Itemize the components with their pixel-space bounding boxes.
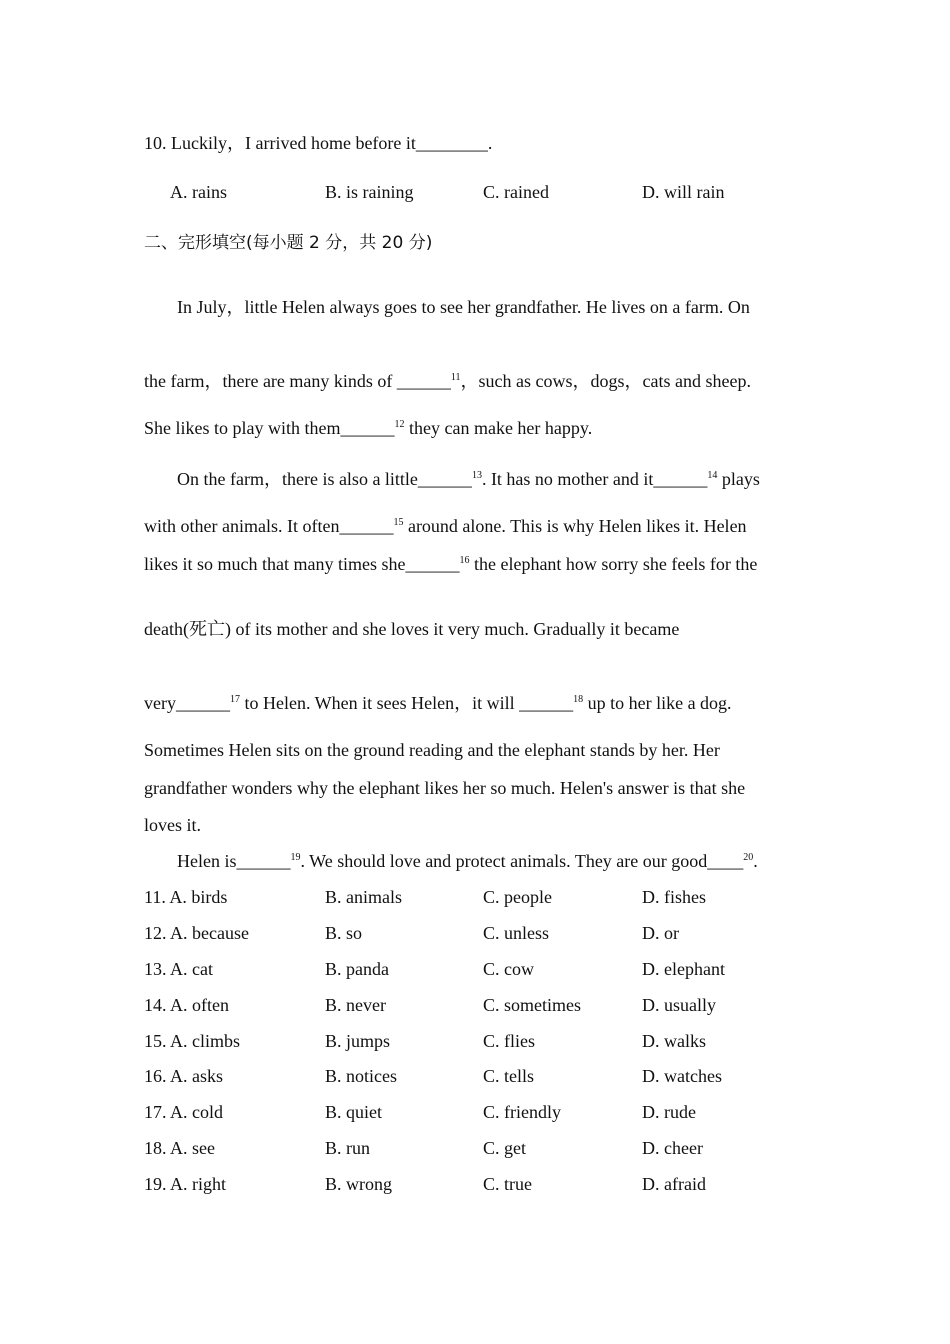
option-b: B. never <box>325 995 386 1015</box>
option-b: B. animals <box>325 887 402 907</box>
option-c: C. people <box>483 887 552 907</box>
blank-number: 20 <box>743 852 754 863</box>
option-c: C. cow <box>483 959 534 979</box>
option-a: 14. A. often <box>144 995 229 1015</box>
passage-text: . It has no mother and it______ <box>481 469 708 489</box>
q10-option-b: B. is raining <box>325 182 414 202</box>
option-a: 19. A. right <box>144 1174 227 1194</box>
option-a: 15. A. climbs <box>144 1031 241 1051</box>
option-d: D. afraid <box>642 1174 706 1194</box>
option-c: C. tells <box>483 1066 535 1086</box>
section-heading-cloze: 二、完形填空(每小题 2 分，共 20 分) <box>144 233 433 253</box>
option-d: D. watches <box>642 1066 722 1086</box>
passage-line <box>177 850 758 872</box>
passage-text: ，such as cows，dogs，cats and sheep. <box>460 371 751 391</box>
option-b: B. wrong <box>325 1174 392 1194</box>
option-b: B. so <box>325 923 363 943</box>
passage-line <box>144 515 747 537</box>
passage-text: likes it so much that many times she______ <box>144 554 460 574</box>
option-d: D. elephant <box>642 959 725 979</box>
blank-number: 15 <box>393 517 404 528</box>
passage-line: loves it. <box>144 815 201 835</box>
passage-text: up to her like a dog. <box>583 693 732 713</box>
passage-line: death(死亡) of its mother and she loves it very much. Gradually it became <box>144 619 680 639</box>
passage-text: . <box>753 851 758 871</box>
option-a: 18. A. see <box>144 1138 215 1158</box>
blank-number: 13 <box>471 470 482 481</box>
passage-text: Helen is______ <box>177 851 291 871</box>
question-10-stem: 10. Luckily，I arrived home before it________. <box>144 133 493 153</box>
blank-number: 12 <box>394 419 405 430</box>
option-c: C. flies <box>483 1031 535 1051</box>
option-a: 17. A. cold <box>144 1102 223 1122</box>
option-c: C. unless <box>483 923 550 943</box>
blank-number: 11 <box>450 372 461 383</box>
q10-option-c: C. rained <box>483 182 549 202</box>
q10-option-d: D. will rain <box>642 182 725 202</box>
q10-option-a: A. rains <box>170 182 227 202</box>
option-d: D. cheer <box>642 1138 703 1158</box>
option-d: D. fishes <box>642 887 706 907</box>
blank-number: 18 <box>573 694 584 705</box>
passage-text: around alone. This is why Helen likes it. Helen <box>403 516 747 536</box>
option-a: 12. A. because <box>144 923 249 943</box>
passage-text: to Helen. When it sees Helen，it will ______ <box>239 693 574 713</box>
option-d: D. walks <box>642 1031 706 1051</box>
option-c: C. get <box>483 1138 526 1158</box>
passage-line: grandfather wonders why the elephant likes her so much. Helen's answer is that she <box>144 778 746 798</box>
passage-text: with other animals. It often______ <box>144 516 394 536</box>
blank-number: 17 <box>229 694 240 705</box>
passage-line <box>144 553 757 575</box>
option-a: 11. A. birds <box>144 887 228 907</box>
blank-number: 19 <box>290 852 301 863</box>
option-d: D. rude <box>642 1102 696 1122</box>
option-c: C. friendly <box>483 1102 561 1122</box>
passage-line <box>144 417 592 439</box>
option-b: B. panda <box>325 959 389 979</box>
passage-text: . We should love and protect animals. They are our good____ <box>300 851 744 871</box>
passage-text: very______ <box>144 693 230 713</box>
passage-text: the elephant how sorry she feels for the <box>469 554 758 574</box>
option-b: B. run <box>325 1138 370 1158</box>
passage-text: the farm，there are many kinds of ______ <box>144 371 451 391</box>
option-d: D. or <box>642 923 679 943</box>
passage-text: She likes to play with them______ <box>144 418 395 438</box>
passage-line <box>144 370 751 392</box>
passage-line <box>177 468 760 490</box>
option-a: 13. A. cat <box>144 959 213 979</box>
blank-number: 14 <box>707 470 718 481</box>
option-b: B. quiet <box>325 1102 382 1122</box>
option-b: B. jumps <box>325 1031 391 1051</box>
passage-line: Sometimes Helen sits on the ground reading and the elephant stands by her. Her <box>144 740 720 760</box>
passage-line: In July，little Helen always goes to see her grandfather. He lives on a farm. On <box>177 297 750 317</box>
passage-text: On the farm，there is also a little______ <box>177 469 472 489</box>
option-c: C. true <box>483 1174 532 1194</box>
blank-number: 16 <box>459 555 470 566</box>
option-d: D. usually <box>642 995 716 1015</box>
passage-text: they can make her happy. <box>404 418 593 438</box>
option-c: C. sometimes <box>483 995 581 1015</box>
option-b: B. notices <box>325 1066 397 1086</box>
passage-text: plays <box>717 469 760 489</box>
option-a: 16. A. asks <box>144 1066 224 1086</box>
passage-line <box>144 692 732 714</box>
